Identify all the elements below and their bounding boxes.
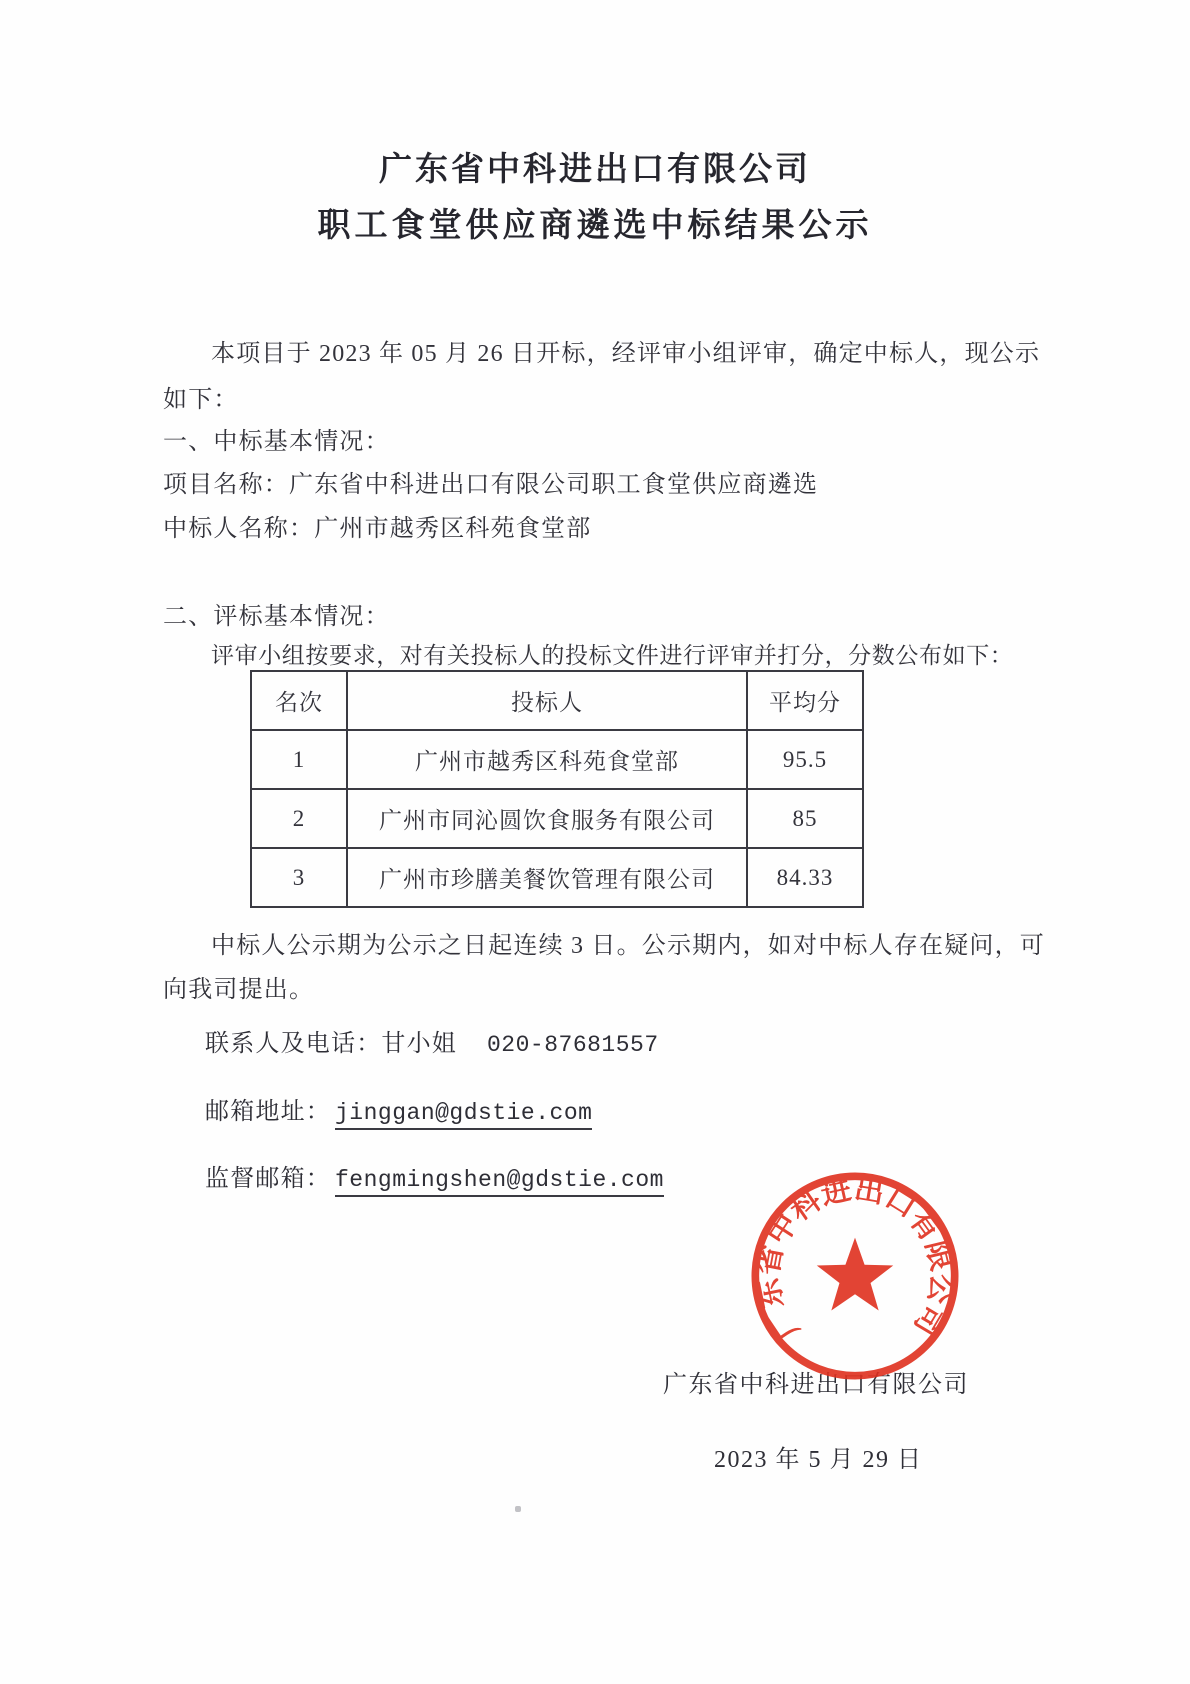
cell-bidder: 广州市珍膳美餐饮管理有限公司 — [347, 848, 747, 907]
company-seal-stamp — [740, 1161, 970, 1391]
seal-curved-text — [752, 1173, 957, 1345]
email-line — [205, 1091, 592, 1126]
project-name-line: 项目名称：广东省中科进出口有限公司职工食堂供应商遴选 — [163, 472, 819, 498]
cell-score: 85 — [747, 789, 863, 848]
cell-score: 95.5 — [747, 730, 863, 789]
notice-paragraph-line1: 中标人公示期为公示之日起连续 3 日。公示期内，如对中标人存在疑问，可 — [211, 933, 1045, 959]
score-table-header-row — [251, 671, 863, 730]
cell-rank: 2 — [251, 789, 347, 848]
section1-heading: 一、中标基本情况： — [163, 429, 390, 455]
cell-bidder: 广州市越秀区科苑食堂部 — [347, 730, 747, 789]
cell-score: 84.33 — [747, 848, 863, 907]
section2-heading: 二、评标基本情况： — [163, 604, 390, 630]
document-title-line2: 职工食堂供应商遴选中标结果公示 — [317, 208, 873, 244]
seal-ring — [755, 1176, 954, 1375]
table-row — [251, 789, 863, 848]
signature-company-name: 广东省中科进出口有限公司 — [663, 1372, 969, 1398]
seal-text-path: 广东省中科进出口有限公司 — [752, 1173, 958, 1346]
contact-phone: 020-87681557 — [487, 1032, 659, 1058]
red-star-icon — [817, 1238, 893, 1311]
score-table — [250, 670, 864, 908]
intro-paragraph-line2: 如下： — [163, 387, 239, 413]
contact-label: 联系人及电话：甘小姐 — [205, 1031, 457, 1057]
header-average-score: 平均分 — [747, 671, 863, 730]
table-row — [251, 730, 863, 789]
cell-rank: 3 — [251, 848, 347, 907]
header-rank: 名次 — [251, 671, 347, 730]
supervise-email-value: fengmingshen@gdstie.com — [335, 1167, 664, 1197]
supervise-email-label: 监督邮箱： — [205, 1166, 331, 1192]
intro-paragraph-line1: 本项目于 2023 年 05 月 26 日开标，经评审小组评审，确定中标人，现公示 — [211, 341, 1041, 367]
header-bidder: 投标人 — [347, 671, 747, 730]
scan-speck — [515, 1506, 521, 1512]
document-title-line1: 广东省中科进出口有限公司 — [379, 152, 811, 188]
signature-date: 2023 年 5 月 29 日 — [714, 1447, 923, 1473]
notice-paragraph-line2: 向我司提出。 — [163, 977, 315, 1003]
email-value: jinggan@gdstie.com — [335, 1100, 592, 1130]
table-row — [251, 848, 863, 907]
cell-bidder: 广州市同沁圆饮食服务有限公司 — [347, 789, 747, 848]
supervise-email-line — [205, 1158, 664, 1193]
score-intro-line: 评审小组按要求，对有关投标人的投标文件进行评审并打分，分数公布如下： — [211, 643, 1014, 668]
email-label: 邮箱地址： — [205, 1099, 331, 1125]
cell-rank: 1 — [251, 730, 347, 789]
contact-line — [205, 1023, 659, 1058]
winner-name-line: 中标人名称：广州市越秀区科苑食堂部 — [163, 516, 592, 542]
